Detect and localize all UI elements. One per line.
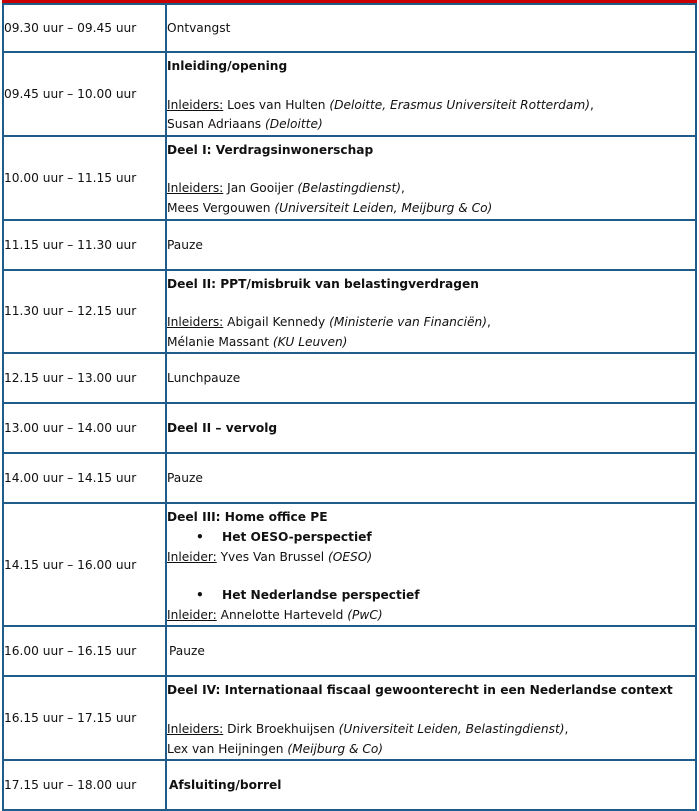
sub-topic-heading: Het OESO-perspectief: [222, 529, 372, 544]
speaker-affiliation: (Deloitte, Erasmus Universiteit Rotterdam): [329, 97, 591, 112]
session-title: Pauze: [166, 626, 696, 676]
speaker-name: Jan Gooijer: [227, 181, 294, 196]
speakers-label: Inleiders:: [167, 181, 224, 196]
table-row: [3, 626, 696, 676]
table-row: [3, 270, 696, 354]
sub-topic: [167, 528, 695, 548]
bullet-icon: •: [196, 588, 204, 603]
speaker-line: Inleiders: Jan Gooijer (Belastingdienst),: [167, 181, 405, 196]
speaker-affiliation: (OESO): [328, 549, 373, 564]
speaker-line: [167, 740, 695, 760]
speaker-affiliation: (PwC): [347, 607, 383, 622]
table-row: [3, 136, 696, 220]
speaker-line: [167, 333, 695, 353]
session-cell: [166, 136, 696, 220]
session-title: Ontvangst: [166, 4, 696, 52]
speaker-name: Yves Van Brussel: [220, 549, 325, 564]
time-cell: 11.30 uur – 12.15 uur: [3, 270, 166, 354]
sub-topic-heading: Het Nederlandse perspectief: [222, 588, 420, 603]
time-cell: 14.00 uur – 14.15 uur: [3, 453, 166, 503]
table-row: [3, 403, 696, 453]
speaker-line: [167, 606, 695, 626]
session-title: Deel I: Verdragsinwonerschap: [167, 142, 374, 157]
speaker-line: [167, 199, 695, 219]
table-row: [3, 220, 696, 270]
time-cell: 14.15 uur – 16.00 uur: [3, 503, 166, 626]
session-cell: [166, 676, 696, 760]
speaker-line: [167, 548, 695, 568]
speaker-label: Inleider:: [167, 607, 217, 622]
time-cell: 09.30 uur – 09.45 uur: [3, 4, 166, 52]
speakers-label: Inleiders:: [167, 315, 224, 330]
speaker-name: Dirk Broekhuijsen: [227, 721, 335, 736]
session-title: Pauze: [166, 220, 696, 270]
session-title: Deel IV: Internationaal fiscaal gewoonterecht in een Nederlandse context: [167, 683, 673, 698]
table-row: [3, 503, 696, 626]
session-title: Pauze: [166, 453, 696, 503]
speaker-affiliation: (Universiteit Leiden, Belastingdienst): [338, 721, 565, 736]
speaker-affiliation: (Meijburg & Co): [287, 741, 384, 756]
table-row: [3, 760, 696, 810]
time-cell: 13.00 uur – 14.00 uur: [3, 403, 166, 453]
speaker-name: Lex van Heijningen: [167, 741, 284, 756]
speaker-name: Annelotte Harteveld: [220, 607, 344, 622]
speaker-line: Inleiders: Loes van Hulten (Deloitte, Erasmus Universiteit Rotterdam),: [167, 97, 594, 112]
speaker-name: Susan Adriaans: [167, 117, 262, 132]
table-row: [3, 52, 696, 136]
session-title: Deel II: PPT/misbruik van belastingverdragen: [167, 276, 479, 291]
program-schedule-table: [2, 3, 697, 811]
speaker-name: Mees Vergouwen: [167, 200, 271, 215]
session-title: Afsluiting/borrel: [166, 760, 696, 810]
speaker-name: Loes van Hulten: [227, 97, 326, 112]
table-row: [3, 4, 696, 52]
speaker-affiliation: (Deloitte): [265, 117, 323, 132]
table-row: [3, 453, 696, 503]
time-cell: 17.15 uur – 18.00 uur: [3, 760, 166, 810]
table-row: [3, 353, 696, 403]
session-title: Deel II – vervolg: [166, 403, 696, 453]
speaker-label: Inleider:: [167, 549, 217, 564]
speaker-name: Mélanie Massant: [167, 334, 270, 349]
time-cell: 11.15 uur – 11.30 uur: [3, 220, 166, 270]
speaker-line: Inleiders: Dirk Broekhuijsen (Universiteit Leiden, Belastingdienst),: [167, 721, 569, 736]
speakers-label: Inleiders:: [167, 97, 224, 112]
time-cell: 10.00 uur – 11.15 uur: [3, 136, 166, 220]
time-cell: 16.15 uur – 17.15 uur: [3, 676, 166, 760]
speaker-affiliation: (KU Leuven): [272, 334, 348, 349]
session-cell: [166, 270, 696, 354]
session-title: Lunchpauze: [166, 353, 696, 403]
speaker-line: [167, 115, 695, 135]
bullet-icon: •: [196, 529, 204, 544]
table-row: [3, 676, 696, 760]
session-cell: [166, 52, 696, 136]
sub-topic: [167, 586, 695, 606]
time-cell: 16.00 uur – 16.15 uur: [3, 626, 166, 676]
time-cell: 12.15 uur – 13.00 uur: [3, 353, 166, 403]
speaker-name: Abigail Kennedy: [227, 315, 326, 330]
session-cell: [166, 503, 696, 626]
session-title: Inleiding/opening: [167, 59, 288, 73]
speaker-affiliation: (Universiteit Leiden, Meijburg & Co): [274, 200, 493, 215]
session-title: Deel III: Home office PE: [167, 510, 328, 525]
speakers-label: Inleiders:: [167, 721, 224, 736]
speaker-line: Inleiders: Abigail Kennedy (Ministerie van Financiën),: [167, 315, 491, 330]
speaker-affiliation: (Ministerie van Financiën): [329, 315, 487, 330]
time-cell: 09.45 uur – 10.00 uur: [3, 52, 166, 136]
speaker-affiliation: (Belastingdienst): [297, 181, 402, 196]
